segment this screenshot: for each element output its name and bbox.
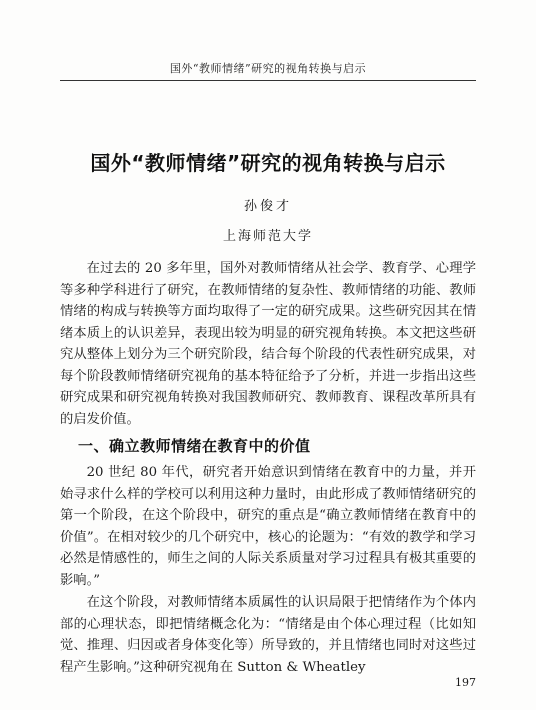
page-number: 197 — [455, 676, 476, 689]
article-title: 国外“教师情绪”研究的视角转换与启示 — [90, 151, 446, 175]
running-header: 国外“教师情绪”研究的视角转换与启示 — [169, 62, 367, 75]
body-paragraph: 在这个阶段，对教师情绪本质属性的认识局限于把情绪作为个体内部的心理状态，即把情绪概念化为：“情绪是由个体心理过程（比如知觉、推理、归因或者身体变化等）所导致的，并且情绪也同时对这些过程产生影响。”这种研究视角在 Sutton & Wheatley — [60, 595, 476, 675]
abstract-paragraph: 在过去的 20 多年里，国外对教师情绪从社会学、教育学、心理学等多种学科进行了研究，在教师情绪的复杂性、教师情绪的功能、教师情绪的构成与转换等方面均取得了一定的研究成果。这些研究因其在情绪本质上的认识差异，表现出较为明显的研究视角转换。本文把这些研究从整体上划分为三个研究阶段，结合每个阶段的代表性研究成果，对每个阶段教师情绪研究视角的基本特征给予了分析，并进一步指出这些研究成果和研究视角转换对我国教师研究、教师教育、课程改革所具有的启发价值。 — [60, 261, 476, 427]
author-affiliation: 上海师范大学 — [222, 229, 313, 244]
section-heading: 一、确立教师情绪在教育中的价值 — [78, 437, 311, 455]
header-rule — [60, 80, 476, 81]
body-paragraph: 20 世纪 80 年代，研究者开始意识到情绪在教育中的力量，并开始寻求什么样的学校可以利用这种力量时，由此形成了教师情绪研究的第一个阶段，在这个阶段中，研究的重点是“确立教师情绪在教育中的价值”。在相对较少的几个研究中，核心的论题为：“有效的教学和学习必然是情感性的，师生之间的人际关系质量对学习过程具有极其重要的影响。” — [60, 465, 476, 588]
article-author: 孙俊才 — [243, 199, 292, 214]
